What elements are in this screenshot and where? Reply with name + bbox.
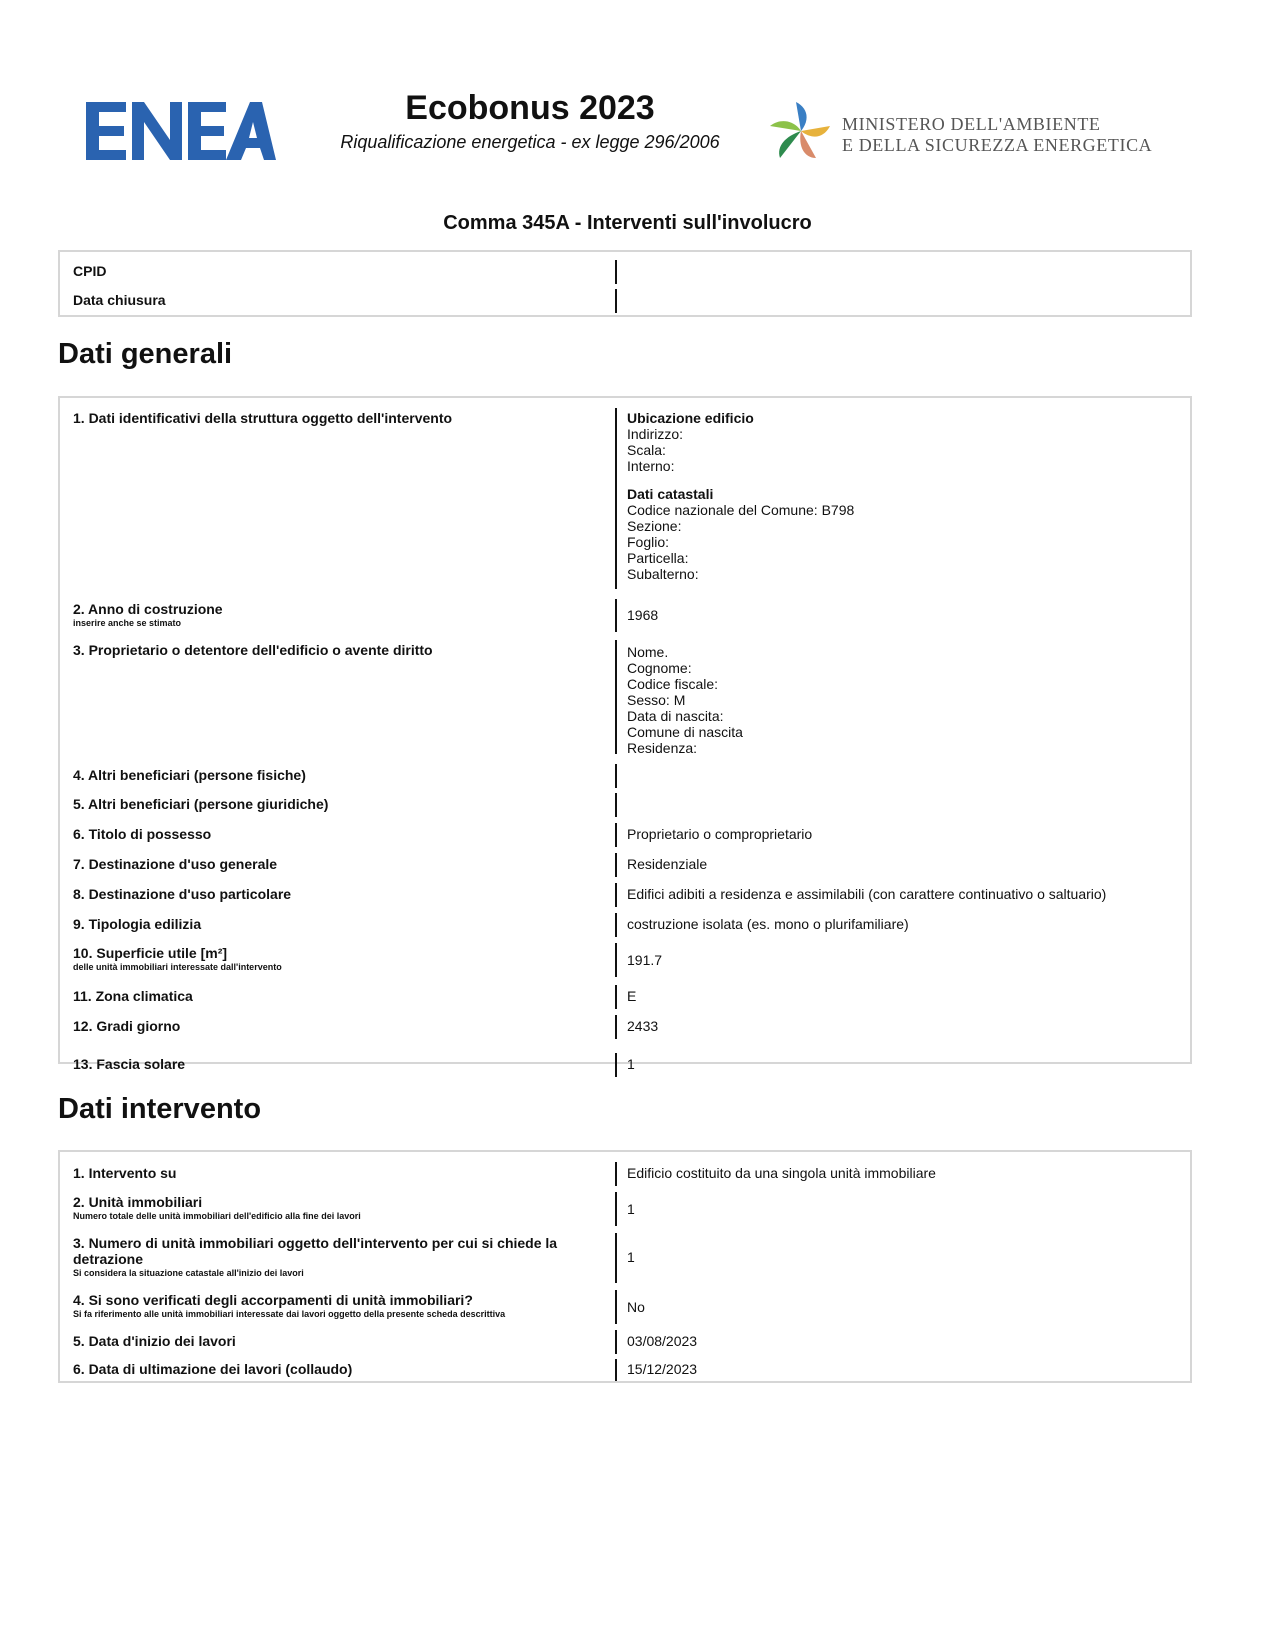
numero-unita-value: 1 (615, 1233, 1190, 1283)
row-data-inizio (60, 1330, 1190, 1354)
nome: Nome. (627, 644, 669, 660)
accorpamenti-note: Si fa riferimento alle unità immobiliari interessate dai lavori oggetto della presente scheda descrittiva (73, 1309, 506, 1319)
cpid-row (60, 260, 1190, 284)
gradi-giorno-label: 12. Gradi giorno (73, 1018, 181, 1034)
data-ultimazione-label: 6. Data di ultimazione dei lavori (collaudo) (73, 1361, 353, 1377)
row-titolo-possesso (60, 823, 1190, 847)
data-nascita: Data di nascita: (627, 708, 724, 724)
comma-caption: Comma 345A - Interventi sull'involucro (443, 212, 812, 234)
proprietario-label: 3. Proprietario o detentore dell'edificio o avente diritto (73, 642, 433, 658)
foglio: Foglio: (627, 534, 670, 550)
tipologia-value: costruzione isolata (es. mono o plurifamiliare) (615, 913, 1190, 937)
data-chiusura-label: Data chiusura (73, 292, 166, 308)
beneficiari-giuridiche-label: 5. Altri beneficiari (persone giuridiche) (73, 796, 329, 812)
unita-immobiliari-label (60, 1192, 615, 1226)
particella: Particella: (627, 550, 689, 566)
ministry-line-2: E DELLA SICUREZZA ENERGETICA (842, 135, 1153, 155)
row-data-ultimazione (60, 1359, 1190, 1381)
row-proprietario (60, 640, 1190, 754)
ministry-logo-icon (768, 100, 834, 162)
redacted-footer (225, 1570, 1045, 1580)
row-fascia-solare (60, 1053, 1190, 1077)
title-block (320, 88, 740, 153)
sesso: Sesso: M (627, 692, 686, 708)
beneficiari-fisiche-value (615, 764, 1190, 788)
anno-label (60, 599, 615, 632)
page-header (0, 0, 1275, 190)
anno-value: 1968 (615, 599, 1190, 632)
superficie-value: 191.7 (615, 943, 1190, 977)
row-unita-immobiliari (60, 1192, 1190, 1226)
unita-immobiliari-value: 1 (615, 1192, 1190, 1226)
row-zona-climatica (60, 985, 1190, 1009)
catastali-heading: Dati catastali (627, 486, 714, 502)
unita-immobiliari-note: Numero totale delle unità immobiliari dell'edificio alla fine dei lavori (73, 1211, 361, 1221)
ministry-name (842, 114, 1152, 156)
data-inizio-label: 5. Data d'inizio dei lavori (73, 1333, 236, 1349)
cpid-value (615, 260, 1190, 284)
destinazione-particolare-label: 8. Destinazione d'uso particolare (73, 886, 292, 902)
zona-climatica-value: E (615, 985, 1190, 1009)
superficie-note: delle unità immobiliari interessate dall'intervento (73, 962, 282, 972)
scala: Scala: (627, 442, 666, 458)
numero-unita-note: Si considera la situazione catastale all'inizio dei lavori (73, 1268, 304, 1278)
tipologia-label: 9. Tipologia edilizia (73, 916, 202, 932)
row-beneficiari-fisiche (60, 764, 1190, 788)
interno: Interno: (627, 458, 675, 474)
data-chiusura-row (60, 289, 1190, 313)
row-destinazione-particolare (60, 883, 1190, 907)
row-gradi-giorno (60, 1015, 1190, 1039)
dati-intervento-title: Dati intervento (58, 1093, 262, 1125)
dati-generali-box (58, 396, 1192, 1064)
row-accorpamenti (60, 1290, 1190, 1324)
codice-fiscale: Codice fiscale: (627, 676, 719, 692)
row-tipologia (60, 913, 1190, 937)
fascia-solare-value: 1 (615, 1053, 1190, 1077)
dati-intervento-box (58, 1150, 1192, 1383)
gradi-giorno-value: 2433 (615, 1015, 1190, 1039)
ministry-line-1: MINISTERO DELL'AMBIENTE (842, 114, 1101, 134)
fascia-solare-label: 13. Fascia solare (73, 1056, 186, 1072)
beneficiari-fisiche-label: 4. Altri beneficiari (persone fisiche) (73, 767, 306, 783)
intervento-su-value: Edificio costituito da una singola unità immobiliare (615, 1162, 1190, 1186)
accorpamenti-value: No (615, 1290, 1190, 1324)
destinazione-generale-label: 7. Destinazione d'uso generale (73, 856, 278, 872)
numero-unita-label-text: 3. Numero di unità immobiliari oggetto dell'intervento per cui si chiede la detrazione (73, 1235, 558, 1267)
row-superficie (60, 943, 1190, 977)
data-chiusura-value (615, 289, 1190, 313)
struttura-label: 1. Dati identificativi della struttura oggetto dell'intervento (73, 410, 453, 426)
row-anno (60, 599, 1190, 632)
enea-logo (86, 102, 276, 160)
proprietario-value (615, 640, 1190, 754)
data-inizio-value: 03/08/2023 (615, 1330, 1190, 1354)
cpid-box (58, 250, 1192, 317)
row-numero-unita (60, 1233, 1190, 1283)
accorpamenti-label-text: 4. Si sono verificati degli accorpamenti di unità immobiliari? (73, 1292, 473, 1308)
indirizzo: Indirizzo: (627, 426, 684, 442)
titolo-possesso-label: 6. Titolo di possesso (73, 826, 212, 842)
row-struttura (60, 408, 1190, 589)
destinazione-particolare-value: Edifici adibiti a residenza e assimilabili (con carattere continuativo o saltuario) (615, 883, 1190, 907)
struttura-value (615, 408, 1190, 589)
comune-nascita: Comune di nascita (627, 724, 743, 740)
residenza: Residenza: (627, 740, 698, 756)
cognome: Cognome: (627, 660, 692, 676)
superficie-label (60, 943, 615, 977)
zona-climatica-label: 11. Zona climatica (73, 988, 193, 1004)
row-destinazione-generale (60, 853, 1190, 877)
dati-generali-title: Dati generali (58, 338, 233, 370)
titolo-possesso-value: Proprietario o comproprietario (615, 823, 1190, 847)
anno-note: inserire anche se stimato (73, 618, 182, 628)
destinazione-generale-value: Residenziale (615, 853, 1190, 877)
data-ultimazione-value: 15/12/2023 (615, 1359, 1190, 1381)
row-beneficiari-giuridiche (60, 793, 1190, 817)
ubicazione-heading: Ubicazione edificio (627, 410, 754, 426)
numero-unita-label (60, 1233, 615, 1283)
document-title: Ecobonus 2023 (405, 89, 655, 127)
beneficiari-giuridiche-value (615, 793, 1190, 817)
codice-comune: Codice nazionale del Comune: B798 (627, 502, 855, 518)
intervento-su-label: 1. Intervento su (73, 1165, 177, 1181)
unita-immobiliari-label-text: 2. Unità immobiliari (73, 1194, 203, 1210)
row-intervento-su (60, 1162, 1190, 1186)
cpid-label: CPID (73, 263, 107, 279)
subalterno: Subalterno: (627, 566, 699, 582)
superficie-label-text: 10. Superficie utile [m²] (73, 945, 228, 961)
sezione: Sezione: (627, 518, 682, 534)
anno-label-text: 2. Anno di costruzione (73, 601, 223, 617)
accorpamenti-label (60, 1290, 615, 1324)
document-subtitle: Riqualificazione energetica - ex legge 296/2006 (340, 132, 720, 152)
